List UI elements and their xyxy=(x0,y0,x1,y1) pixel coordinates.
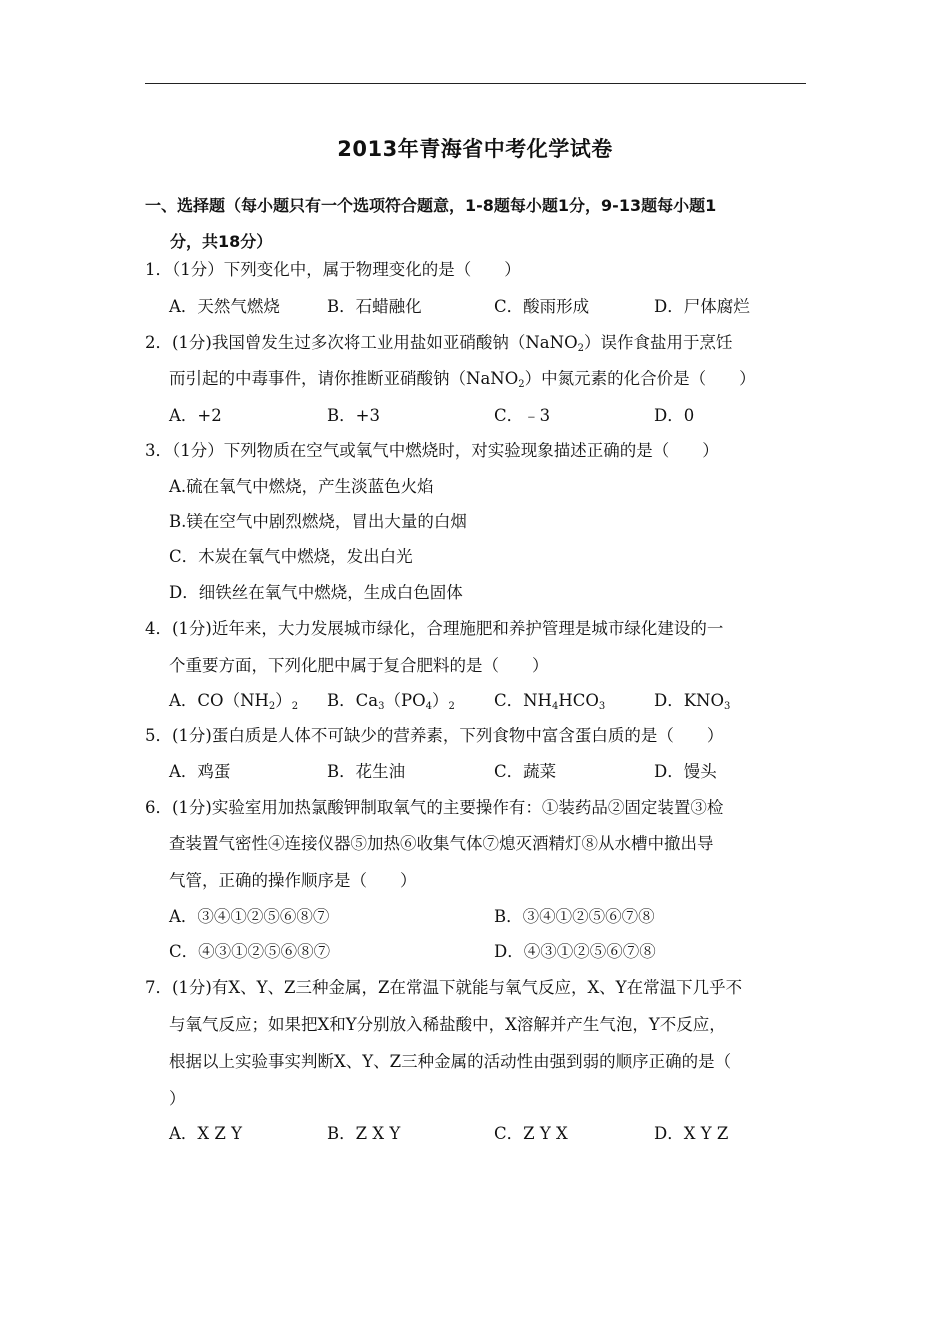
q6-option-c: C．④③①②⑤⑥⑧⑦ xyxy=(169,942,331,961)
q1-option-d: D．尸体腐烂 xyxy=(654,297,750,316)
q6-option-b: B．③④①②⑤⑥⑦⑧ xyxy=(494,907,655,926)
page-title: 2013年青海省中考化学试卷 xyxy=(337,137,613,161)
q1-option-b: B．石蜡融化 xyxy=(327,297,422,316)
q2-option-a: A．+2 xyxy=(169,406,222,425)
q3-option-d: D．细铁丝在氧气中燃烧，生成白色固体 xyxy=(169,583,463,602)
q1-option-a: A．天然气燃烧 xyxy=(169,297,280,316)
section-heading-line2: 分，共18分） xyxy=(170,232,273,251)
q3-option-a: A.硫在氧气中燃烧，产生淡蓝色火焰 xyxy=(169,477,434,496)
q7-stem-line1: 7．(1分)有X、Y、Z三种金属，Z在常温下就能与氧气反应，X、Y在常温下几乎不 xyxy=(145,978,743,997)
q4-option-a: A．$CO(NH_2)_2$ xyxy=(169,691,299,712)
q2-option-c: C．﹣3 xyxy=(494,406,551,425)
section-heading-line1: 一、选择题（每小题只有一个选项符合题意，1-8题每小题1分，9-13题每小题1 xyxy=(145,196,717,215)
q7-stem-line3: 根据以上实验事实判断X、Y、Z三种金属的活动性由强到弱的顺序正确的是（ xyxy=(169,1052,732,1071)
section-heading xyxy=(145,188,810,260)
q5-option-d: D．馒头 xyxy=(654,762,717,781)
q2-option-b: B．+3 xyxy=(327,406,380,425)
q2-stem-line1: 2．(1分)我国曾发生过多次将工业用盐如亚硝酸钠（NaNO$_2$）误作食盐用于烹饪 xyxy=(145,333,733,354)
q4-option-b: B．$Ca_3(PO_4)_2$ xyxy=(327,691,455,712)
q4-stem-line1: 4．(1分)近年来，大力发展城市绿化，合理施肥和养护管理是城市绿化建设的一 xyxy=(145,619,724,638)
q7-option-a: A．X Z Y xyxy=(169,1124,243,1143)
q1-stem: 1．（1分）下列变化中，属于物理变化的是（ ） xyxy=(145,260,521,279)
q2-option-d: D．0 xyxy=(654,406,695,425)
q3-stem: 3．（1分）下列物质在空气或氧气中燃烧时，对实验现象描述正确的是（ ） xyxy=(145,441,719,460)
q7-option-c: C．Z Y X xyxy=(494,1124,568,1143)
q7-stem-line4: ） xyxy=(169,1089,186,1108)
q7-stem-line2: 与氧气反应；如果把X和Y分别放入稀盐酸中，X溶解并产生气泡，Y不反应， xyxy=(169,1015,726,1034)
q7-option-b: B．Z X Y xyxy=(327,1124,401,1143)
q6-option-d: D．④③①②⑤⑥⑦⑧ xyxy=(494,942,656,961)
q7-option-d: D．X Y Z xyxy=(654,1124,729,1143)
q2-stem-line2: 而引起的中毒事件，请你推断亚硝酸钠（NaNO$_2$）中氮元素的化合价是（ ） xyxy=(169,369,756,390)
q1-option-c: C．酸雨形成 xyxy=(494,297,590,316)
q3-option-b: B.镁在空气中剧烈燃烧，冒出大量的白烟 xyxy=(169,512,467,531)
q6-option-a: A．③④①②⑤⑥⑧⑦ xyxy=(169,907,330,926)
q4-stem-line2: 个重要方面，下列化肥中属于复合肥料的是（ ） xyxy=(169,656,549,675)
q5-option-a: A．鸡蛋 xyxy=(169,762,231,781)
q6-stem-line3: 气管，正确的操作顺序是（ ） xyxy=(169,871,417,890)
q4-option-c: C．$NH_4HCO_3$ xyxy=(494,691,606,712)
q5-stem: 5．(1分)蛋白质是人体不可缺少的营养素，下列食物中富含蛋白质的是（ ） xyxy=(145,726,724,745)
header-rule xyxy=(145,83,806,84)
q6-stem-line1: 6．(1分)实验室用加热氯酸钾制取氧气的主要操作有：①装药品②固定装置③检 xyxy=(145,798,724,817)
q5-option-b: B．花生油 xyxy=(327,762,406,781)
q3-option-c: C．木炭在氧气中燃烧，发出白光 xyxy=(169,547,413,566)
q4-option-d: D．$KNO_3$ xyxy=(654,691,731,712)
q6-stem-line2: 查装置气密性④连接仪器⑤加热⑥收集气体⑦熄灭酒精灯⑧从水槽中撤出导 xyxy=(169,834,714,853)
q5-option-c: C．蔬菜 xyxy=(494,762,557,781)
